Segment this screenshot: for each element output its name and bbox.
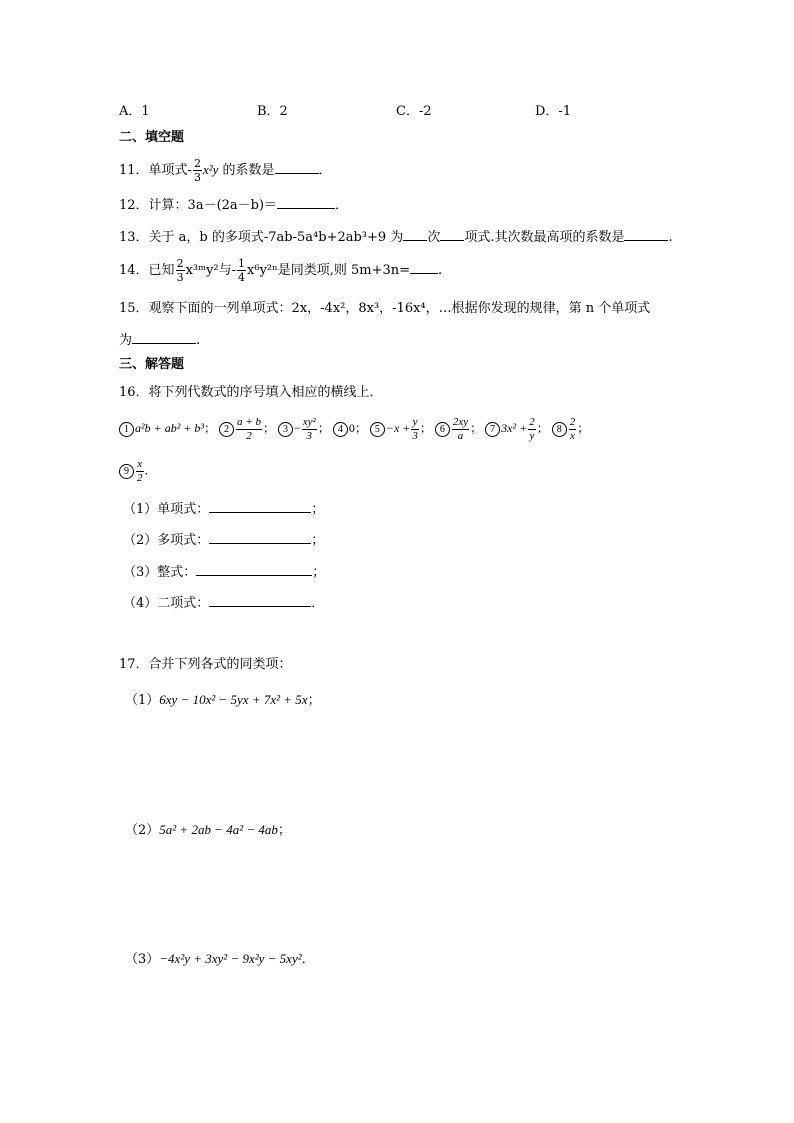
fraction: $\frac{\text{xy²}}{3}$ (302, 415, 316, 442)
question-15-line2: 为 . (119, 333, 201, 348)
answer-blank[interactable] (209, 594, 311, 607)
answer-blank[interactable] (410, 261, 438, 274)
q16-part-4: （4）二项式： ． (123, 596, 325, 611)
circled-number: 8 (552, 422, 567, 437)
fraction: $\frac{a + b}{2}$ (237, 415, 261, 442)
q17-part-2: （2）5a² + 2ab − 4a² − 4ab； (125, 822, 291, 838)
question-number: 12． (119, 198, 149, 213)
section-title-fill-blank: 二、填空题 (119, 130, 185, 145)
math-expression: 6xy − 10x² − 5yx + 7x² + 5x (159, 692, 308, 707)
question-14: 14．已知 $\frac{2}{3}$ x³ᵐy²与- $\frac{1}{4}$ x⁶y²ⁿ是同类项,则 5m+3n= . (119, 257, 443, 284)
q16-part-3: （3）整式： ； (123, 565, 326, 580)
question-text: 将下列代数式的序号填入相应的横线上． (148, 385, 383, 400)
question-11: 11．单项式- $\frac{2}{3}$ x²y 的系数是 ． (119, 157, 332, 184)
fraction: $\frac{2}{3}$ (176, 257, 184, 284)
question-15 (119, 300, 650, 318)
question-number: 14． (119, 263, 149, 278)
expression-item: 0 (348, 421, 355, 435)
q16-part-2: （2）多项式： ； (123, 533, 325, 548)
question-12: 12．计算：3a－(2a－b)＝ ． (119, 198, 349, 213)
choice-b: B．2 (257, 104, 288, 119)
math-expression: −4x²y + 3xy² − 9x²y − 5xy² (159, 951, 302, 966)
fraction: $\frac{2}{3}$ (193, 157, 201, 184)
fraction: $\frac{1}{4}$ (238, 257, 246, 284)
circled-number: 5 (370, 422, 385, 437)
question-17 (119, 656, 292, 674)
answer-blank[interactable] (440, 228, 464, 241)
expression-list-row1: 1 a²b + ab² + b³； 2 $\frac{a + b}{2}$ ； 3 − $\frac{\text{xy²}}{3}$ ； 4 0； 5 −x + $\frac{y}{3}$ ； 6 $\frac{2xy}{a}$ ； 7 3x² + $\frac{2}{y}$ ； 8 $\frac{2}{x}$ ； (119, 412, 589, 444)
question-number: 11． (119, 163, 149, 178)
math-expression: x⁶y²ⁿ是同类项,则 5m+3n= (247, 263, 411, 278)
circled-number: 2 (219, 422, 234, 437)
math-expression: x³ᵐy²与- (185, 263, 237, 278)
answer-blank[interactable] (275, 161, 319, 174)
question-text: 计算：3a－(2a－b)＝ (148, 198, 278, 213)
answer-blank[interactable] (209, 531, 311, 544)
circled-number: 3 (278, 422, 293, 437)
question-13: 13．关于 a，b 的多项式-7ab-5a⁴b+2ab³+9 为 次 项式.其次数最高项的系数是 . (119, 230, 673, 245)
choice-a: A．1 (119, 104, 150, 119)
answer-blank[interactable] (277, 196, 335, 209)
section-title-solve: 三、解答题 (119, 357, 185, 372)
question-text: 观察下面的一列单项式：2x，-4x²，8x³，-16x⁴，…根据你发现的规律，第 n 个单项式 (148, 301, 651, 316)
expression-item: a²b + ab² + b³ (135, 421, 204, 435)
question-text: 单项式- (148, 163, 192, 178)
answer-blank[interactable] (624, 228, 668, 241)
fraction: $\frac{2}{y}$ (529, 415, 535, 442)
question-number: 13． (119, 230, 149, 245)
question-number: 15． (119, 301, 149, 316)
answer-blank[interactable] (132, 331, 196, 344)
question-text: 的系数是 (222, 163, 275, 178)
circled-number: 9 (119, 464, 134, 479)
question-text: 已知 (148, 263, 175, 278)
answer-blank[interactable] (209, 500, 311, 513)
fraction: $\frac{2xy}{a}$ (452, 415, 469, 442)
answer-blank[interactable] (403, 228, 427, 241)
circled-number: 1 (119, 422, 134, 437)
q16-part-1: （1）单项式： ； (123, 502, 325, 517)
question-number: 17． (119, 657, 149, 672)
answer-blank[interactable] (196, 563, 312, 576)
question-16 (119, 384, 383, 402)
question-text: 关于 a，b 的多项式-7ab-5a⁴b+2ab³+9 为 (148, 230, 404, 245)
choice-d: D．-1 (535, 104, 572, 119)
circled-number: 4 (333, 422, 348, 437)
fraction: $\frac{y}{3}$ (412, 415, 418, 442)
q17-part-3: （3）−4x²y + 3xy² − 9x²y − 5xy²． (125, 951, 315, 967)
fraction: $\frac{2}{x}$ (569, 415, 576, 442)
math-expression: 5a² + 2ab − 4a² − 4ab (159, 822, 278, 837)
expression-list-row2: 9 $\frac{x}{2}$ ． (119, 454, 157, 486)
question-number: 16． (119, 385, 149, 400)
q17-part-1: （1）6xy − 10x² − 5yx + 7x² + 5x； (125, 692, 321, 708)
math-expression: x²y (202, 162, 219, 177)
fraction: $\frac{x}{2}$ (137, 457, 143, 484)
question-text: 合并下列各式的同类项： (148, 657, 292, 672)
circled-number: 6 (435, 422, 450, 437)
circled-number: 7 (485, 422, 500, 437)
choice-c: C．-2 (396, 104, 432, 119)
